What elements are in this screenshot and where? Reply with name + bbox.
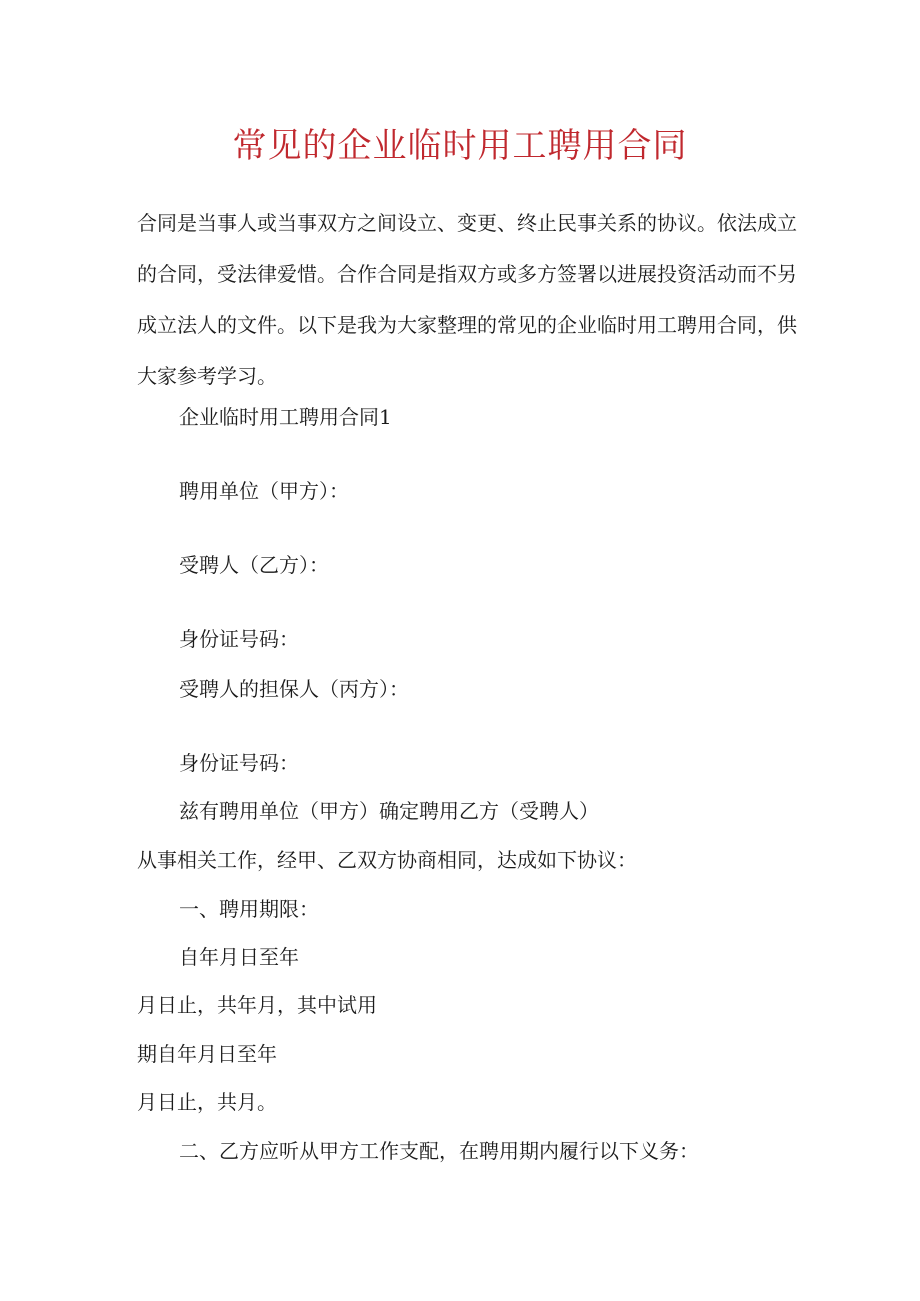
term-line-4: 月日止，共月。 [137, 1090, 277, 1114]
term-line-1: 自年月日至年 [179, 945, 299, 969]
employer-field: 聘用单位（甲方）： [179, 479, 349, 503]
intro-paragraph: 合同是当事人或当事双方之间设立、变更、终止民事关系的协议。依法成立的合同，受法律爱惜。合作合同是指双方或多方签署以进展投资活动而不另成立法人的文件。以下是我为大家整理的常见的企业临时用工聘用合同，供大家参考学习。 [137, 211, 797, 388]
employee-id-field: 身份证号码： [179, 627, 299, 651]
term-line-2: 月日止，共年月，其中试用 [137, 993, 377, 1017]
section-1-heading: 一、聘用期限： [179, 897, 319, 921]
document-title: 常见的企业临时用工聘用合同 [232, 126, 688, 166]
term-line-3: 期自年月日至年 [137, 1042, 277, 1066]
agreement-text-line-1: 兹有聘用单位（甲方）确定聘用乙方（受聘人） [179, 799, 599, 823]
employee-field: 受聘人（乙方）： [179, 553, 329, 577]
guarantor-field: 受聘人的担保人（丙方）： [179, 677, 409, 701]
agreement-text-line-2: 从事相关工作，经甲、乙双方协商相同，达成如下协议： [137, 848, 637, 872]
guarantor-id-field: 身份证号码： [179, 751, 299, 775]
section-2-heading: 二、乙方应听从甲方工作支配，在聘用期内履行以下义务： [179, 1139, 699, 1163]
contract-heading: 企业临时用工聘用合同1 [179, 405, 392, 429]
